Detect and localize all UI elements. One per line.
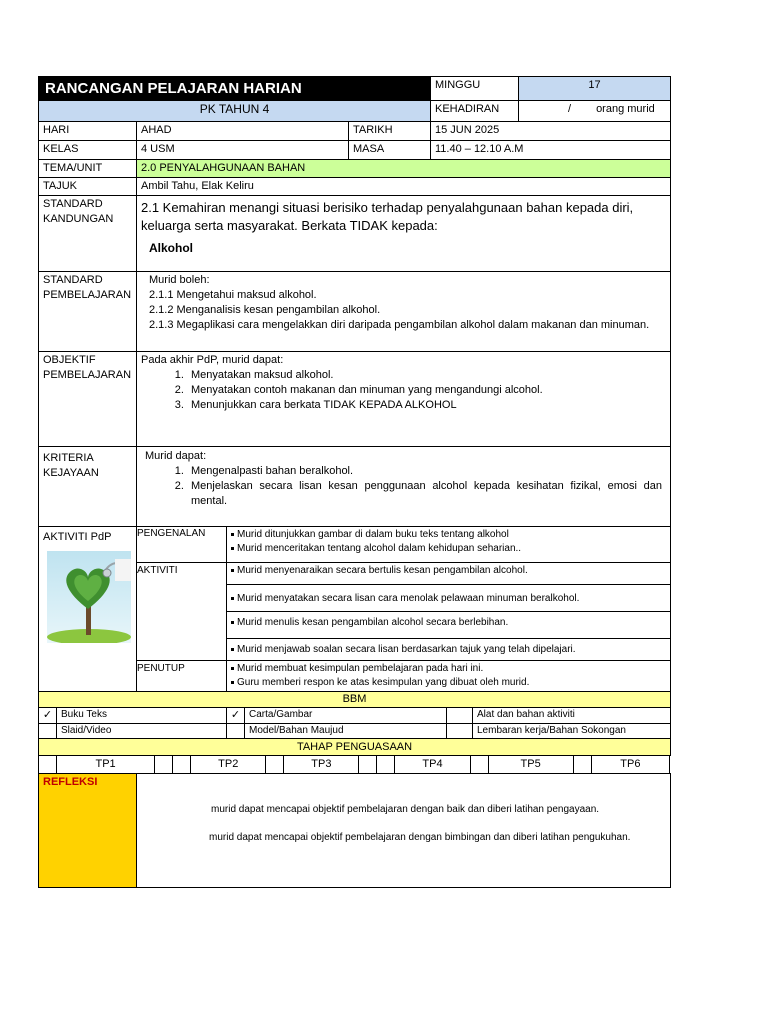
tajuk-value: Ambil Tahu, Elak Keliru [137,178,671,196]
pengenalan-item: Murid menceritakan tentang alcohol dalam kehidupan seharian.. [231,542,666,556]
pengenalan-item: Murid ditunjukkan gambar di dalam buku teks tentang alkohol [231,528,666,542]
standard-pembelajaran-content [137,272,671,352]
objektif-label: OBJEKTIF PEMBELAJARAN [39,352,137,447]
kehadiran-suffix: orang murid [596,103,655,115]
bbm-header: BBM [39,692,671,708]
aktiviti-item-cell [227,639,671,661]
bbm-item: Buku Teks [57,708,227,724]
objektif-item: 1. Menyatakan maksud alkohol. [187,368,666,383]
tahap-table [38,755,670,774]
subject-title: PK TAHUN 4 [39,101,431,122]
objektif-item: 3. Menunjukkan cara berkata TIDAK KEPADA ALKOHOL [187,398,666,413]
bbm-item: Slaid/Video [57,724,227,739]
bbm-checkbox[interactable] [39,724,57,739]
aktiviti-item: Murid menulis kesan pengambilan alcohol secara berlebihan. [231,616,666,630]
aktiviti-label-cell [39,527,137,692]
tarikh-label: TARIKH [349,122,431,141]
refleksi-content [137,774,671,888]
aktiviti-item: Murid menjawab soalan secara lisan berdasarkan tajuk yang telah dipelajari. [231,643,666,657]
bbm-item: Carta/Gambar [245,708,447,724]
aktiviti-item: Murid menyenaraikan secara bertulis kesan pengambilan alcohol. [231,564,666,578]
objektif-item: 2. Menyatakan contoh makanan dan minuman yang mengandungi alcohol. [187,383,666,398]
tp-level: TP5 [488,756,573,774]
aktiviti-item-cell [227,612,671,639]
hari-label: HARI [39,122,137,141]
tp-checkbox[interactable] [39,756,57,774]
kriteria-item: 1. Mengenalpasti bahan beralkohol. [187,464,662,479]
refleksi-table [38,773,671,888]
pengenalan-label: PENGENALAN [137,527,227,563]
kelas-value: 4 USM [137,141,349,160]
tema-label: TEMA/UNIT [39,160,137,178]
refleksi-line-1: murid dapat mencapai objektif pembelajaran dengan baik dan diberi latihan pengayaan. [211,804,600,815]
minggu-label: MINGGU [431,77,519,101]
minggu-value: 17 [519,77,671,101]
objektif-intro: Pada akhir PdP, murid dapat: [141,354,284,366]
header-table [38,76,671,527]
bbm-checkbox[interactable]: ✓ [39,708,57,724]
standard-pembelajaran-intro: Murid boleh: [149,274,210,286]
standard-kandungan-text: 2.1 Kemahiran menangi situasi berisiko terhadap penyalahgunaan bahan kepada diri, keluarga serta masyarakat. Berkata TIDAK kepada: [141,200,634,233]
tema-value: 2.0 PENYALAHGUNAAN BAHAN [137,160,671,178]
heart-tree-stethoscope-image [47,551,131,643]
tp-checkbox[interactable] [377,756,395,774]
tp-checkbox[interactable] [155,756,173,774]
tahap-header: TAHAP PENGUASAAN [39,739,671,756]
kriteria-label: KRITERIA KEJAYAAN [39,447,137,527]
standard-kandungan-label: STANDARD KANDUNGAN [39,196,137,272]
tajuk-label: TAJUK [39,178,137,196]
tp-checkbox[interactable] [359,756,377,774]
kriteria-item: 2. Menjelaskan secara lisan kesan penggunaan alcohol kepada kesihatan fizikal, emosi dan mental. [187,479,662,509]
standard-pembelajaran-item-2: 2.1.2 Menganalisis kesan pengambilan alkohol. [149,304,381,316]
kriteria-content [137,447,671,527]
standard-kandungan-content [137,196,671,272]
kriteria-intro: Murid dapat: [145,450,207,462]
penutup-content [227,661,671,692]
tp-level: TP2 [191,756,266,774]
bbm-checkbox[interactable]: ✓ [227,708,245,724]
bbm-checkbox[interactable] [227,724,245,739]
tp-level: TP1 [57,756,155,774]
refleksi-label: REFLEKSI [39,774,137,888]
tarikh-value: 15 JUN 2025 [431,122,671,141]
bbm-item: Model/Bahan Maujud [245,724,447,739]
bbm-item: Lembaran kerja/Bahan Sokongan [473,724,671,739]
standard-pembelajaran-label: STANDARD PEMBELAJARAN [39,272,137,352]
aktiviti-item: Murid menyatakan secara lisan cara menolak pelawaan minuman beralkohol. [231,592,666,606]
masa-label: MASA [349,141,431,160]
tp-level: TP6 [591,756,669,774]
document-title: RANCANGAN PELAJARAN HARIAN [39,77,431,101]
masa-value: 11.40 – 12.10 A.M [431,141,671,160]
pengenalan-content [227,527,671,563]
tp-checkbox[interactable] [573,756,591,774]
bbm-checkbox[interactable] [447,724,473,739]
aktiviti-label: AKTIVITI PdP [43,531,112,543]
aktiviti-phase-label: AKTIVITI [137,563,227,661]
penutup-label: PENUTUP [137,661,227,692]
tp-level: TP4 [395,756,470,774]
tp-level: TP3 [284,756,359,774]
bbm-checkbox[interactable] [447,708,473,724]
bbm-item: Alat dan bahan aktiviti [473,708,671,724]
tp-checkbox[interactable] [173,756,191,774]
kelas-label: KELAS [39,141,137,160]
kehadiran-slash: / [567,103,571,115]
tp-checkbox[interactable] [266,756,284,774]
standard-pembelajaran-item-3: 2.1.3 Megaplikasi cara mengelakkan diri daripada pengambilan alkohol dalam makanan dan minuman. [149,319,650,331]
tp-checkbox[interactable] [470,756,488,774]
penutup-item: Guru memberi respon ke atas kesimpulan yang dibuat oleh murid. [231,676,666,690]
kehadiran-label: KEHADIRAN [431,101,519,122]
aktiviti-item-cell [227,563,671,585]
bbm-table [38,691,671,756]
objektif-content [137,352,671,447]
lesson-plan-document [38,76,670,888]
refleksi-line-2: murid dapat mencapai objektif pembelajaran dengan bimbingan dan diberi latihan pengukuhan. [209,832,631,843]
aktiviti-table [38,526,671,692]
hari-value: AHAD [137,122,349,141]
aktiviti-item-cell [227,585,671,612]
standard-pembelajaran-item-1: 2.1.1 Mengetahui maksud alkohol. [149,289,317,301]
penutup-item: Murid membuat kesimpulan pembelajaran pada hari ini. [231,662,666,676]
kehadiran-value [519,101,671,122]
standard-kandungan-bold: Alkohol [149,241,193,255]
